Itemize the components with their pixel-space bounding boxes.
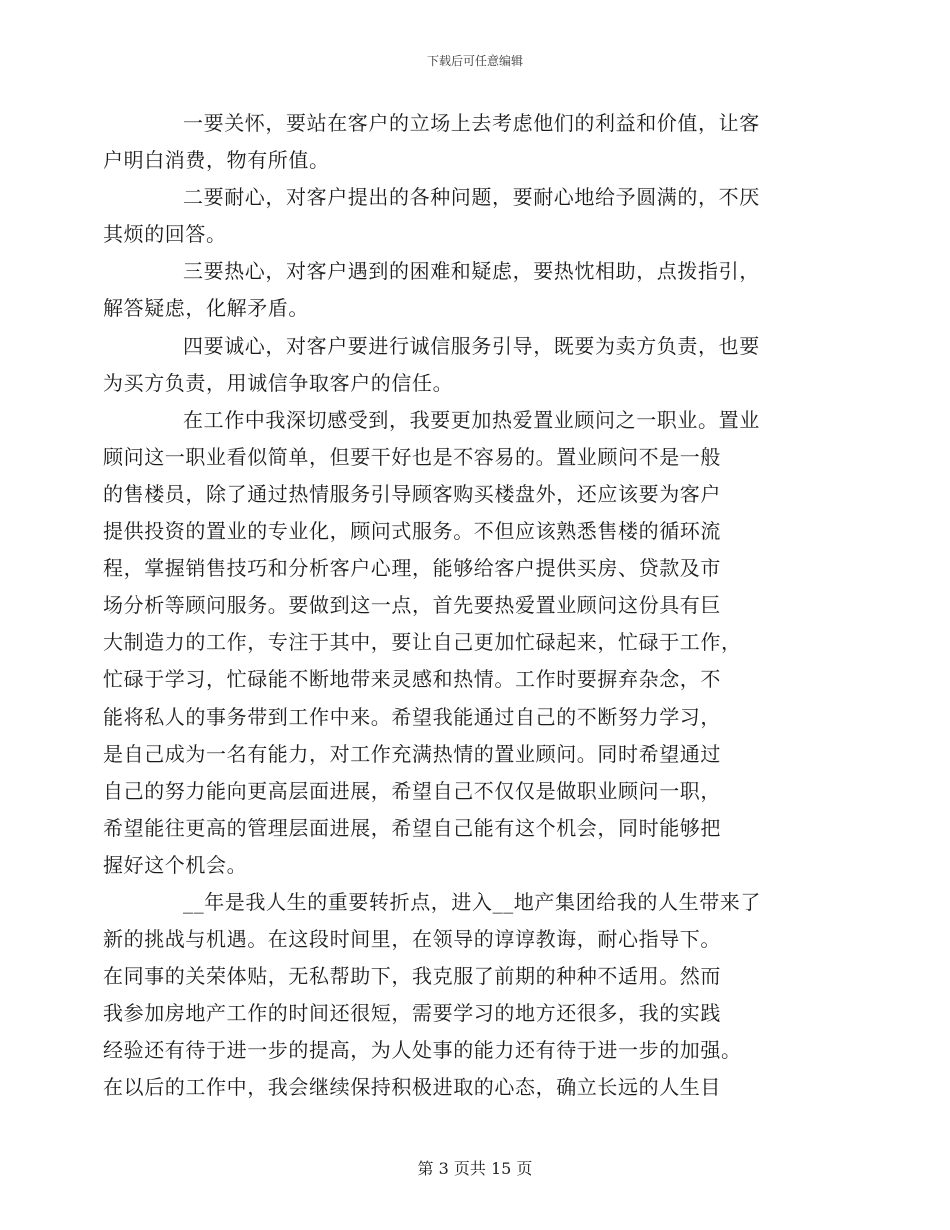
text-line: 忙碌于学习，忙碌能不断地带来灵感和热情。工作时要摒弃杂念，不 [103,667,721,692]
text-line: 二要耐心，对客户提出的各种问题，要耐心地给予圆满的，不厌 [183,185,760,210]
text-line: 是自己成为一名有能力，对工作充满热情的置业顾问。同时希望通过 [103,741,721,766]
text-line: __年是我人生的重要转折点，进入__地产集团给我的人生带来了 [183,889,761,914]
text-line: 程，掌握销售技巧和分析客户心理，能够给客户提供买房、贷款及市 [103,556,721,581]
page-header: 下载后可任意编辑 [426,54,523,68]
paragraph-patience [103,179,808,253]
text-line: 为买方负责，用诚信争取客户的信任。 [103,370,454,395]
text-line: 其烦的回答。 [103,222,227,247]
paragraph-enthusiasm [103,253,808,327]
text-line: 在同事的关荣体贴，无私帮助下，我克服了前期的种种不适用。然而 [103,964,721,989]
paragraph-work-reflection [103,402,808,884]
text-line: 在工作中我深切感受到，我要更加热爱置业顾问之一职业。置业 [183,407,760,432]
text-line: 的售楼员，除了通过热情服务引导顾客购买楼盘外，还应该要为客户 [103,481,721,506]
text-line: 场分析等顾问服务。要做到这一点，首先要热爱置业顾问这份具有巨 [103,593,721,618]
text-line: 希望能往更高的管理层面进展，希望自己能有这个机会，同时能够把 [103,815,721,840]
text-line: 能将私人的事务带到工作中来。希望我能通过自己的不断努力学习， [103,704,721,729]
text-line: 一要关怀，要站在客户的立场上去考虑他们的利益和价值，让客 [183,111,760,135]
document-body [103,105,808,1107]
paragraph-sincerity [103,328,808,402]
text-line: 握好这个机会。 [103,852,248,877]
text-line: 新的挑战与机遇。在这段时间里，在领导的谆谆教诲，耐心指导下。 [103,927,721,952]
page-footer: 第 3 页共 15 页 [417,1159,533,1178]
text-line: 三要热心，对客户遇到的困难和疑虑，要热忱相助，点拨指引， [183,259,760,284]
text-line: 经验还有待于进一步的提高，为人处事的能力还有待于进一步的加强。 [103,1038,742,1063]
text-line: 自己的努力能向更高层面进展，希望自己不仅仅是做职业顾问一职， [103,778,721,803]
text-line: 户明白消费，物有所值。 [103,148,330,173]
text-line: 提供投资的置业的专业化，顾问式服务。不但应该熟悉售楼的循环流 [103,519,721,544]
paragraph-care [103,105,808,179]
text-line: 四要诚心，对客户要进行诚信服务引导，既要为卖方负责，也要 [183,333,760,358]
text-line: 顾问这一职业看似简单，但要干好也是不容易的。置业顾问不是一般 [103,444,721,469]
text-line: 我参加房地产工作的时间还很短，需要学习的地方还很多，我的实践 [103,1001,721,1026]
text-line: 大制造力的工作，专注于其中，要让自己更加忙碌起来，忙碌于工作， [103,630,742,655]
text-line: 在以后的工作中，我会继续保持积极进取的心态，确立长远的人生目 [103,1075,721,1100]
text-line: 解答疑虑，化解矛盾。 [103,296,309,321]
paragraph-turning-point [103,884,808,1107]
